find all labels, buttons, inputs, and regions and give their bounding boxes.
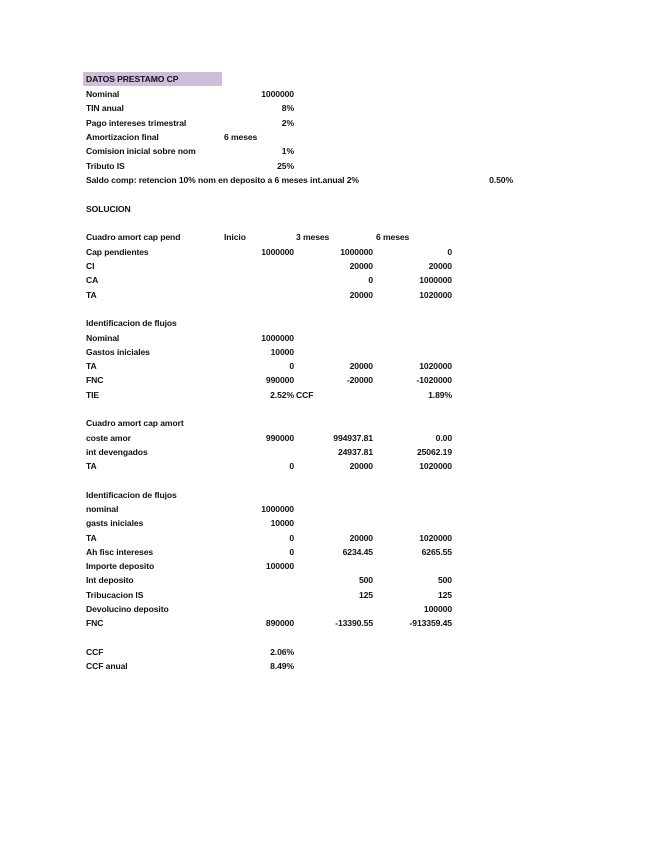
cell-3-meses: 20000 [349,533,373,543]
header-inicio: Inicio [224,232,246,242]
datos-row-tributo [0,159,655,173]
cell-inicio: 0 [289,533,294,543]
cell-6-meses: 500 [437,575,452,585]
row-label: Ah fisc intereses [86,547,154,557]
cell-3-meses: 0 [368,275,373,285]
cell-inicio: 990000 [265,375,294,385]
cell-3-meses: 994937.81 [333,433,373,443]
row-label: Int deposito [86,575,134,585]
cell-inicio: 1000000 [261,504,294,514]
section-title: Cuadro amort cap amort [86,418,184,428]
table-row [0,388,655,402]
cell-6-meses: 1000000 [419,275,452,285]
cell-6-meses: 100000 [423,604,452,614]
table-row [0,616,655,630]
cell-3-meses: 20000 [349,461,373,471]
cell-inicio: 10000 [270,518,294,528]
value: 25% [277,161,294,171]
row-label: FNC [86,618,104,628]
cell-6-meses: 20000 [428,261,452,271]
header-6-meses: 6 meses [376,232,410,242]
table-row [0,573,655,587]
table-row [0,459,655,473]
row-label: Nominal [86,333,120,343]
cuadro2-title-row [0,416,655,430]
table-row [0,645,655,659]
cell-6-meses: -1020000 [416,375,452,385]
cell-3-meses: 24937.81 [337,447,373,457]
value: 2% [281,118,294,128]
datos-title: DATOS PRESTAMO CP [86,74,179,84]
label: Tributo IS [86,161,125,171]
cell-6-meses: 1020000 [419,361,452,371]
header-label: Cuadro amort cap pend [86,232,181,242]
section-title: Identificacion de flujos [86,490,177,500]
ccf-value: 2.06% [270,647,294,657]
table-row [0,559,655,573]
row-label: TA [86,533,97,543]
table-row [0,545,655,559]
ccf-label: CCF [86,647,104,657]
datos-row-comision [0,144,655,158]
label: Pago intereses trimestral [86,118,187,128]
ccf-anual-label: CCF anual [86,661,128,671]
cell-inicio: 100000 [265,561,294,571]
table-row [0,659,655,673]
datos-row-tin [0,101,655,115]
table-row [0,259,655,273]
cell-3-meses: 6234.45 [342,547,373,557]
datos-title-row [0,72,655,86]
row-label: CI [86,261,95,271]
cell-3-meses: 20000 [349,361,373,371]
cell-6-meses: 1020000 [419,290,452,300]
table-row [0,445,655,459]
table-row [0,273,655,287]
cell-3-meses: 500 [358,575,373,585]
row-label: TA [86,290,97,300]
tie-value: 2.52% [270,390,294,400]
cell-inicio: 990000 [265,433,294,443]
label: Saldo comp: retencion 10% nom en deposito a 6 meses int.anual 2% [86,175,359,185]
flujos2-title-row [0,488,655,502]
value: 1000000 [261,89,294,99]
label: Nominal [86,89,120,99]
table-row [0,288,655,302]
table-row [0,345,655,359]
table-row [0,588,655,602]
row-label: nominal [86,504,119,514]
label: Comision inicial sobre nom [86,146,196,156]
table-row [0,431,655,445]
table-row [0,502,655,516]
cell-3-meses: -13390.55 [335,618,373,628]
table-row [0,516,655,530]
cell-3-meses: 125 [358,590,373,600]
value: 6 meses [224,132,258,142]
datos-row-nominal [0,87,655,101]
row-label: Gastos iniciales [86,347,150,357]
row-label: coste amor [86,433,131,443]
row-label: CA [86,275,99,285]
flujos1-title-row [0,316,655,330]
tie-label: TIE [86,390,100,400]
row-label: gasts iniciales [86,518,144,528]
cell-inicio: 1000000 [261,247,294,257]
cell-inicio: 890000 [265,618,294,628]
ccf-label: CCF [296,390,314,400]
table-row [0,602,655,616]
cell-inicio: 0 [289,361,294,371]
label: Amortizacion final [86,132,159,142]
row-label: Cap pendientes [86,247,149,257]
section-title: Identificacion de flujos [86,318,177,328]
cell-6-meses: 6265.55 [421,547,452,557]
datos-row-amort [0,130,655,144]
row-label: Tribucacion IS [86,590,144,600]
header-3-meses: 3 meses [296,232,330,242]
cell-6-meses: 25062.19 [416,447,452,457]
cell-inicio: 0 [289,547,294,557]
ccf-value: 1.89% [428,390,452,400]
label: TIN anual [86,103,124,113]
row-label: int devengados [86,447,148,457]
cell-3-meses: -20000 [346,375,373,385]
cell-3-meses: 20000 [349,290,373,300]
cell-6-meses: 0.00 [435,433,452,443]
cuadro1-header-row [0,230,655,244]
datos-row-saldo [0,173,655,187]
solucion-title: SOLUCION [86,204,131,214]
value: 8% [281,103,294,113]
cell-6-meses: 125 [437,590,452,600]
row-label: TA [86,461,97,471]
table-row [0,245,655,259]
cell-3-meses: 20000 [349,261,373,271]
row-label: TA [86,361,97,371]
table-row [0,331,655,345]
cell-6-meses: 1020000 [419,461,452,471]
row-label: Importe deposito [86,561,155,571]
cell-3-meses: 1000000 [340,247,373,257]
cell-6-meses: 0 [447,247,452,257]
value: 0.50% [489,175,513,185]
value: 1% [281,146,294,156]
cell-inicio: 10000 [270,347,294,357]
solucion-row [0,202,655,216]
cell-6-meses: 1020000 [419,533,452,543]
cell-6-meses: -913359.45 [409,618,452,628]
table-row [0,359,655,373]
ccf-anual-value: 8.49% [270,661,294,671]
datos-row-pago [0,116,655,130]
cell-inicio: 0 [289,461,294,471]
row-label: Devolucino deposito [86,604,169,614]
table-row [0,531,655,545]
row-label: FNC [86,375,104,385]
table-row [0,373,655,387]
cell-inicio: 1000000 [261,333,294,343]
